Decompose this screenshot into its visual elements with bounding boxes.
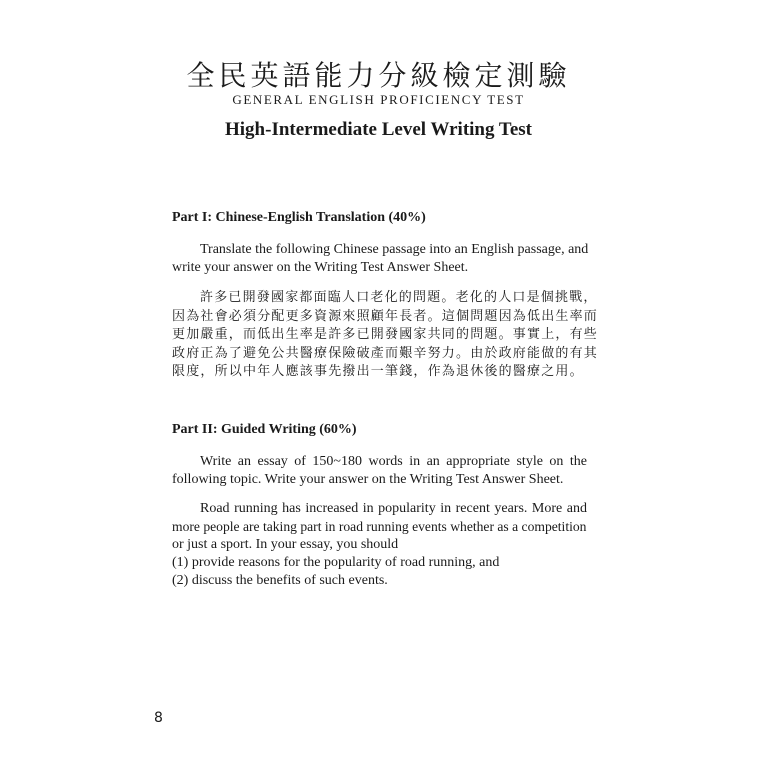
passage-line: 因為社會必須分配更多資源來照顧年長者。這個問題因為低出生率而 bbox=[172, 308, 599, 324]
part2-instructions bbox=[172, 453, 587, 489]
part2-heading: Part II: Guided Writing (60%) bbox=[172, 422, 357, 437]
prompt-line: or just a sport. In your essay, you should bbox=[172, 537, 399, 552]
part1-instructions bbox=[172, 241, 587, 277]
part1-instruction-line: Translate the following Chinese passage into an English passage, and bbox=[200, 242, 589, 257]
part2-instruction-line: Write an essay of 150~180 words in an appropriate style on the bbox=[200, 454, 587, 469]
part2-instruction-line: following topic. Write your answer on the Writing Test Answer Sheet. bbox=[172, 472, 564, 487]
english-subtitle: GENERAL ENGLISH PROFICIENCY TEST bbox=[232, 92, 525, 107]
prompt-line: (1) provide reasons for the popularity of road running, and bbox=[172, 555, 500, 570]
part1-heading: Part I: Chinese-English Translation (40%) bbox=[172, 210, 426, 225]
passage-line: 限度，所以中年人應該事先撥出一筆錢，作為退休後的醫療之用。 bbox=[172, 364, 584, 379]
prompt-line: Road running has increased in popularity in recent years. More and bbox=[200, 501, 587, 516]
chinese-title: 全民英語能力分級檢定測驗 bbox=[186, 59, 571, 92]
passage-line: 政府正為了避免公共醫療保險破產而艱辛努力。由於政府能做的有其 bbox=[172, 345, 599, 361]
passage-line: 許多已開發國家都面臨人口老化的問題。老化的人口是個挑戰， bbox=[200, 290, 598, 305]
part1-instruction-line: write your answer on the Writing Test Answer Sheet. bbox=[172, 260, 469, 275]
chinese-passage bbox=[172, 289, 599, 382]
prompt-line: more people are taking part in road running events whether as a competition bbox=[172, 519, 587, 534]
writing-prompt bbox=[172, 500, 587, 590]
prompt-line: (2) discuss the benefits of such events. bbox=[172, 573, 388, 588]
page-number: 8 bbox=[154, 710, 163, 726]
level-title: High-Intermediate Level Writing Test bbox=[225, 119, 532, 140]
passage-line: 更加嚴重，而低出生率是許多已開發國家共同的問題。事實上，有些 bbox=[172, 327, 599, 342]
